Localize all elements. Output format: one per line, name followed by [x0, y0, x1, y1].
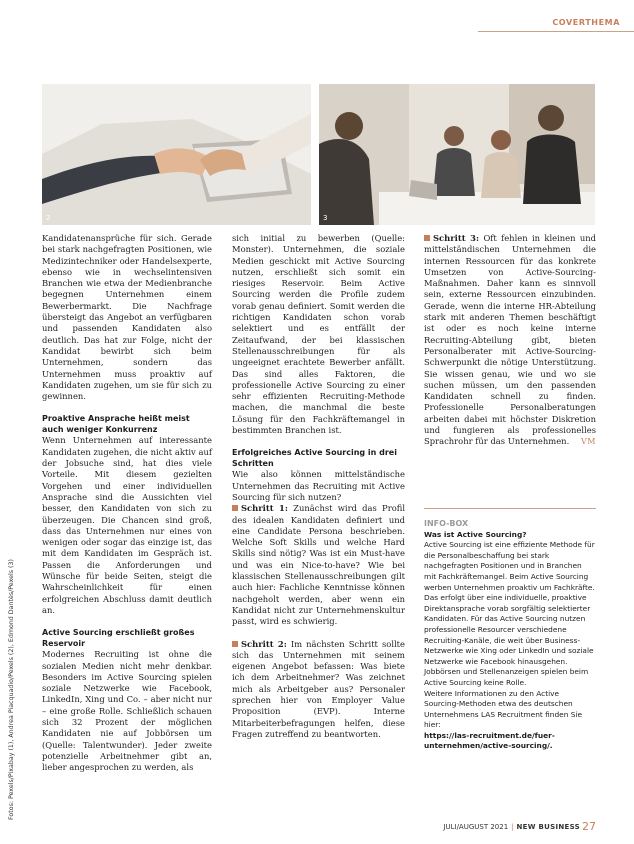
step-label: Schritt 2:: [241, 638, 287, 649]
info-box-text: Active Sourcing ist eine effiziente Methode für die Personalbeschaffung bei stark nachgefragten Positionen und in Branchen mit Fachkräftemangel. Beim Active Sourcing werben Unternehmen proaktiv um Fachkräfte. Das erfolgt über eine individuelle, proaktive Direktansprache vorab sorgfältig selektierter Kandidaten. Für das Active Sourcing nutzen professionelle Resourcer verschiedene Recruiting-Kanäle, die weit über Business-Netzwerke wie Xing oder LinkedIn und soziale Netzwerke wie Facebook hinausgehen. Jobbörsen und Stellenanzeigen spielen beim Active Sourcing keine Rolle.: [424, 540, 595, 687]
handshake-illustration: [42, 84, 311, 225]
photo-number: 3: [323, 214, 328, 222]
photo-meeting: [319, 84, 595, 225]
text-column-3: [424, 233, 596, 448]
step-text: Zunächst wird das Profil des idealen Kandidaten definiert und eine Candidate Persona beschrieben. Welche Soft Skills und welche Hard Skills sind nötig? Was ist ein Must-have und was ein Nice-to-have? Wie bei klassischen Stellenausschreibungen gilt auch hier: Fachliche Kenntnisse können nachgeholt werden, aber wenn ein Kandidat nicht zur Unternehmenskultur passt, wird es schwierig.: [232, 503, 405, 627]
text-column-1: [42, 233, 212, 773]
paragraph: Wenn Unternehmen auf interessante Kandidaten zugehen, die nicht aktiv auf der Jobsuche sind, hat dies viele Vorteile. Mit diesem gezielten Vorgehen und einer individuellen Ansprache sind die Aussichten viel besser, den Kandidaten von sich zu überzeugen. Die Chancen sind groß, dass das Unternehmen nur eines von wenigen oder sogar das einzige ist, das mit dem Kandidaten im Gespräch ist. Passen die Anforderungen und Wünsche für beide Seiten, steigt die Wahrscheinlichkeit für einen erfolgreichen Abschluss damit deutlich an.: [42, 435, 212, 615]
header-rule: [478, 31, 634, 32]
paragraph: sich initial zu bewerben (Quelle: Monster). Unternehmen, die soziale Medien geschickt mit Active Sourcing nutzen, erschließt sich somit ein riesiges Reservoir. Beim Active Sourcing werden die Profile zudem vorab genau definiert. Somit werden die richtigen Kandidaten schon vorab selektiert und es entfällt der Zeitaufwand, der bei klassischen Stellenausschreibungen für als ungeeignet erachtete Bewerber anfällt. Das sind alles Faktoren, die professionelle Active Sourcing zu einer sehr effizienten Recruiting-Methode machen, die manchmal die beste Lösung für den Fachkräftemangel in bestimmten Branchen ist.: [232, 233, 405, 436]
info-box-link[interactable]: https://las-recruitment.de/fuer-unternehmen/active-sourcing/.: [424, 730, 555, 751]
magazine-name: NEW BUSINESS: [516, 823, 580, 831]
issue-date: JULI/AUGUST 2021: [443, 823, 509, 831]
square-bullet-icon: [232, 505, 238, 511]
page-header: [0, 0, 634, 36]
footer-separator: |: [511, 823, 514, 831]
paragraph: Wie also können mittelständische Unternehmen das Recruiting mit Active Sourcing für sich nutzen?: [232, 469, 405, 502]
square-bullet-icon: [424, 235, 430, 241]
page-footer: [443, 820, 596, 833]
photo-credit: Fotos: Pexels/Pixabay (1), Andrea Piacquadio/Pexels (2), Edmond Dantès/Pexels (3): [8, 559, 15, 820]
paragraph: Modernes Recruiting ist ohne die sozialen Medien nicht mehr denkbar. Besonders im Active Sourcing spielen soziale Netzwerke wie Facebook, LinkedIn, Xing und Co. – aber nicht nur – eine große Rolle. Schließlich schauen sich 32 Prozent der möglichen Kandidaten nie auf Jobbörsen um (Quelle: Talentwunder). Jeder zweite potenzielle Arbeitnehmer gibt an, lieber angesprochen zu werden, als: [42, 649, 212, 773]
info-box: [424, 508, 596, 752]
square-bullet-icon: [232, 641, 238, 647]
photo-number: 2: [46, 214, 51, 222]
meeting-illustration: [319, 84, 595, 225]
author-initials: VM: [581, 437, 596, 447]
step-1-paragraph: [232, 503, 405, 627]
info-box-label: INFO-BOX: [424, 519, 469, 528]
section-title: COVERTHEMA: [552, 18, 620, 27]
subheading: Erfolgreiches Active Sourcing in drei Schritten: [232, 448, 397, 469]
subheading: Active Sourcing erschließt großes Reservoir: [42, 628, 195, 649]
step-text: Im nächsten Schritt sollte sich das Unternehmen mit seinem eigenen Angebot befassen: Was biete ich dem Arbeitnehmer? Was zeichnet mich als Arbeitgeber aus? Personaler sprechen hier von Employer Value Proposition (EVP). Interne Mitarbeiterbefragungen helfen, diese Fragen zutreffend zu beantworten.: [232, 638, 405, 739]
subheading: Proaktive Ansprache heißt meist auch weniger Konkurrenz: [42, 414, 190, 435]
paragraph: Kandidatenansprüche für sich. Gerade bei stark nachgefragten Positionen, wie Medizintechniker oder Handelsexperte, ebenso wie in wechselintensiven Branchen wie etwa der Medienbranche begegnen Unternehmen einem Bewerbermarkt. Die Nachfrage übersteigt das Angebot an verfügbaren und passenden Kandidaten also deutlich. Das hat zur Folge, nicht der Kandidat bewirbt sich beim Unternehmen, sondern das Unternehmen muss proaktiv auf Kandidaten zugehen, um sie für sich zu gewinnen.: [42, 233, 212, 402]
step-3-paragraph: [424, 233, 596, 448]
step-label: Schritt 3:: [433, 233, 480, 243]
step-text: Oft fehlen in kleinen und mittelständischen Unternehmen die internen Ressourcen für das konkrete Umsetzen von Active-Sourcing-Maßnahmen. Daher kann es sinnvoll sein, externe Ressourcen einzubinden. Gerade, wenn die interne HR-Abteilung stark mit anderen Themen beschäftigt ist oder es noch keine interne Recruiting-Abteilung gibt, bieten Personalberater mit Active-Sourcing-Schwerpunkt die nötige Unterstützung. Sie wissen genau, wie und wo sie suchen müssen, um den passenden Kandidaten schnell zu finden. Professionelle Personalberatungen arbeiten dabei mit höchster Diskretion und fungieren als professionelles Sprachrohr für das Unternehmen.: [424, 233, 596, 447]
page-number: 27: [582, 820, 596, 833]
step-label: Schritt 1:: [241, 503, 288, 514]
info-box-title: Was ist Active Sourcing?: [424, 529, 527, 539]
info-box-more: Weitere Informationen zu den Active Sourcing-Methoden etwa des deutschen Unternehmens LAS Recruitment finden Sie hier:: [424, 688, 583, 730]
text-column-2: [232, 233, 405, 740]
step-2-paragraph: [232, 639, 405, 741]
photo-handshake: [42, 84, 311, 225]
